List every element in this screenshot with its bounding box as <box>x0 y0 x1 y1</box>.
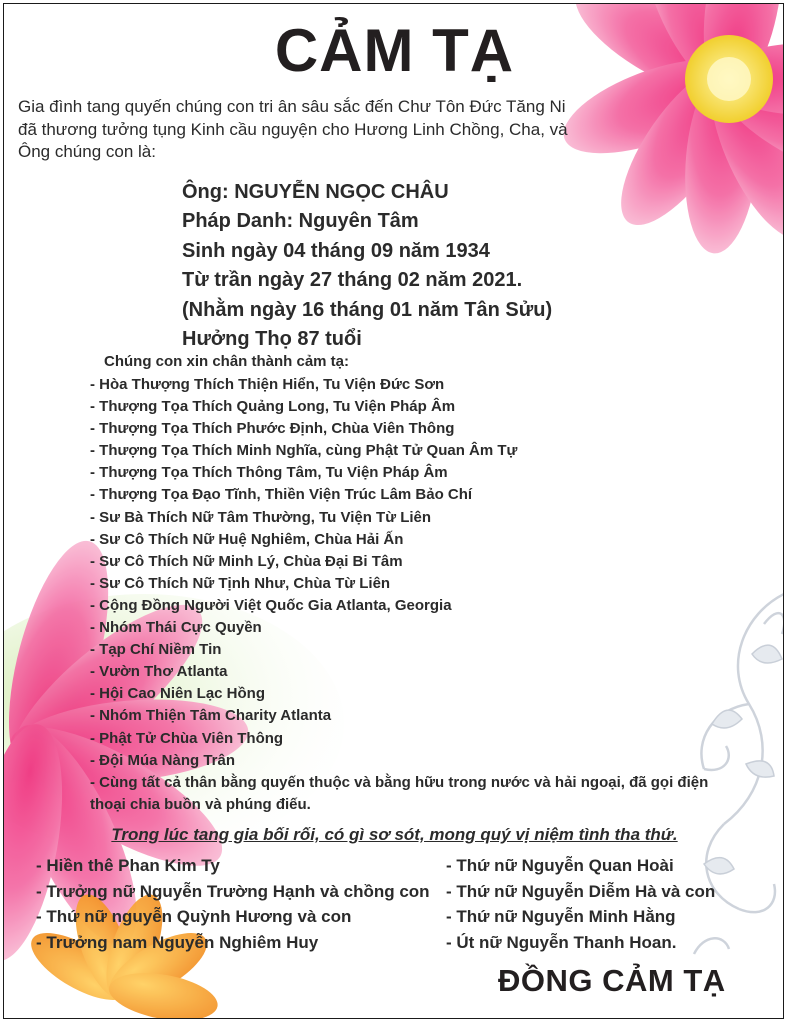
family-member: - Trưởng nữ Nguyễn Trường Hạnh và chồng con <box>36 881 430 901</box>
thanks-intro: Chúng con xin chân thành cảm tạ: <box>104 353 350 370</box>
birth-date: Sinh ngày 04 tháng 09 năm 1934 <box>182 239 490 262</box>
list-item: - Thượng Tọa Thích Quảng Long, Tu Viện Pháp Âm <box>90 398 456 416</box>
list-item: - Nhóm Thái Cực Quyền <box>90 619 262 637</box>
family-member: - Thứ nữ Nguyễn Minh Hằng <box>446 907 676 926</box>
list-item: - Nhóm Thiện Tâm Charity Atlanta <box>90 707 332 725</box>
family-member: - Út nữ Nguyễn Thanh Hoan. <box>446 932 677 952</box>
list-item: - Hội Cao Niên Lạc Hồng <box>90 685 266 703</box>
family-member: - Thứ nữ nguyễn Quỳnh Hương và con <box>36 907 352 926</box>
list-item: - Thượng Tọa Thích Thông Tâm, Tu Viện Pháp Âm <box>90 464 448 482</box>
list-item: - Thượng Tọa Đạo Tĩnh, Thiền Viện Trúc Lâm Bảo Chí <box>90 486 473 504</box>
signoff: ĐỒNG CẢM TẠ <box>498 963 726 998</box>
list-item: - Vườn Thơ Atlanta <box>90 663 228 681</box>
list-item: - Sư Cô Thích Nữ Tịnh Như, Chùa Từ Liên <box>90 574 391 592</box>
thanks-list <box>90 374 517 772</box>
deceased-info <box>182 178 552 354</box>
apology-note: Trong lúc tang gia bối rối, có gì sơ sót, mong quý vị niệm tình tha thứ. <box>111 825 678 844</box>
family-list-right <box>446 853 715 955</box>
list-item: - Cộng Đồng Người Việt Quốc Gia Atlanta, Georgia <box>90 596 452 614</box>
list-item: - Thượng Tọa Thích Phước Định, Chùa Viên Thông <box>90 420 455 438</box>
family-member: - Hiền thê Phan Kim Ty <box>36 856 220 875</box>
list-item: - Thượng Tọa Thích Minh Nghĩa, cùng Phật Tử Quan Âm Tự <box>90 442 518 460</box>
dharma-name: Pháp Danh: Nguyên Tâm <box>182 210 419 233</box>
list-item: - Sư Cô Thích Nữ Huệ Nghiêm, Chùa Hải Ấn <box>90 530 404 548</box>
list-item: - Sư Bà Thích Nữ Tâm Thường, Tu Viện Từ Liên <box>90 508 432 526</box>
list-item: - Hòa Thượng Thích Thiện Hiển, Tu Viện Đức Sơn <box>90 376 445 393</box>
thanks-extra: - Cùng tất cả thân bằng quyến thuộc và bằng hữu trong nước và hải ngoại, đã gọi điện thoại chia buồn và phúng điếu. <box>90 774 709 813</box>
deceased-name: Ông: NGUYỄN NGỌC CHÂU <box>182 181 449 203</box>
intro-paragraph: Gia đình tang quyến chúng con tri ân sâu sắc đến Chư Tôn Đức Tăng Ni đã thương tưởng tụng Kinh cầu nguyện cho Hương Linh Chồng, Cha, và Ông chúng con là: <box>18 97 568 161</box>
page-title: CẢM TẠ <box>274 17 515 84</box>
list-item: - Đội Múa Nàng Trân <box>90 751 236 769</box>
list-item: - Phật Tử Chùa Viên Thông <box>90 729 284 747</box>
family-member: - Thứ nữ Nguyễn Diễm Hà và con <box>446 881 716 901</box>
family-member: - Trưởng nam Nguyễn Nghiêm Huy <box>36 932 319 952</box>
list-item: - Sư Cô Thích Nữ Minh Lý, Chùa Đại Bi Tâm <box>90 552 403 570</box>
lunar-date: (Nhằm ngày 16 tháng 01 năm Tân Sửu) <box>182 298 553 321</box>
family-list-left <box>36 853 430 955</box>
list-item: - Tạp Chí Niềm Tin <box>90 641 222 659</box>
family-member: - Thứ nữ Nguyễn Quan Hoài <box>446 856 674 875</box>
death-date: Từ trần ngày 27 tháng 02 năm 2021. <box>182 269 523 292</box>
age-at-death: Hưởng Thọ 87 tuổi <box>182 328 362 351</box>
